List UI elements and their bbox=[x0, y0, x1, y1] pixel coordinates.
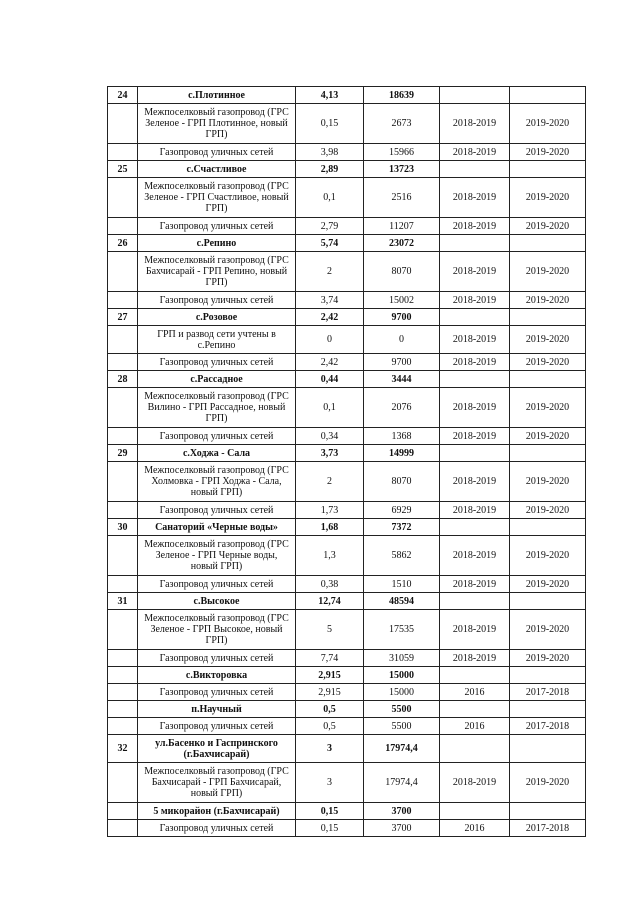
table-row-item bbox=[108, 144, 586, 161]
item-design-years: 2018-2019 bbox=[440, 462, 510, 502]
item-length: 0,38 bbox=[296, 576, 364, 593]
item-design-years: 2018-2019 bbox=[440, 576, 510, 593]
settlement-name: с.Розовое bbox=[138, 309, 296, 326]
item-design-years: 2018-2019 bbox=[440, 502, 510, 519]
table-row-item bbox=[108, 292, 586, 309]
item-name: ГРП и развод сети учтены в с.Репино bbox=[138, 326, 296, 354]
item-cost: 5862 bbox=[364, 536, 440, 576]
item-name: Межпоселковый газопровод (ГРС Зеленое - ГРП Плотинное, новый ГРП) bbox=[138, 104, 296, 144]
item-cost: 6929 bbox=[364, 502, 440, 519]
item-length: 3 bbox=[296, 763, 364, 803]
settlement-length: 0,15 bbox=[296, 803, 364, 820]
empty-cell bbox=[108, 218, 138, 235]
settlement-cost: 13723 bbox=[364, 161, 440, 178]
empty-cell bbox=[510, 735, 586, 763]
item-name: Межпоселковый газопровод (ГРС Зеленое - ГРП Счастливое, новый ГРП) bbox=[138, 178, 296, 218]
table-row-item bbox=[108, 718, 586, 735]
item-construction-years: 2019-2020 bbox=[510, 326, 586, 354]
item-cost: 3700 bbox=[364, 820, 440, 837]
table-row-item bbox=[108, 610, 586, 650]
settlement-length: 1,68 bbox=[296, 519, 364, 536]
settlement-cost: 48594 bbox=[364, 593, 440, 610]
item-name: Газопровод уличных сетей bbox=[138, 650, 296, 667]
table-row-settlement bbox=[108, 593, 586, 610]
item-construction-years: 2019-2020 bbox=[510, 252, 586, 292]
item-cost: 5500 bbox=[364, 718, 440, 735]
item-name: Газопровод уличных сетей bbox=[138, 292, 296, 309]
empty-cell bbox=[440, 701, 510, 718]
item-length: 0 bbox=[296, 326, 364, 354]
empty-cell bbox=[108, 104, 138, 144]
empty-cell bbox=[108, 252, 138, 292]
item-construction-years: 2019-2020 bbox=[510, 650, 586, 667]
empty-cell bbox=[510, 667, 586, 684]
table-row-settlement bbox=[108, 161, 586, 178]
item-length: 0,1 bbox=[296, 388, 364, 428]
item-cost: 8070 bbox=[364, 462, 440, 502]
empty-cell bbox=[510, 701, 586, 718]
gas-pipeline-table bbox=[107, 86, 586, 837]
empty-cell bbox=[108, 650, 138, 667]
empty-cell bbox=[108, 763, 138, 803]
table-row-settlement bbox=[108, 701, 586, 718]
row-number: 28 bbox=[108, 371, 138, 388]
settlement-cost: 17974,4 bbox=[364, 735, 440, 763]
empty-cell bbox=[108, 428, 138, 445]
settlement-length: 0,44 bbox=[296, 371, 364, 388]
table-row-item bbox=[108, 820, 586, 837]
item-construction-years: 2019-2020 bbox=[510, 536, 586, 576]
item-construction-years: 2019-2020 bbox=[510, 354, 586, 371]
settlement-cost: 7372 bbox=[364, 519, 440, 536]
empty-cell bbox=[108, 144, 138, 161]
table-row-item bbox=[108, 218, 586, 235]
item-name: Межпоселковый газопровод (ГРС Бахчисарай - ГРП Бахчисарай, новый ГРП) bbox=[138, 763, 296, 803]
empty-cell bbox=[108, 388, 138, 428]
item-design-years: 2018-2019 bbox=[440, 218, 510, 235]
table-row-item bbox=[108, 502, 586, 519]
item-construction-years: 2019-2020 bbox=[510, 104, 586, 144]
item-name: Межпоселковый газопровод (ГРС Бахчисарай - ГРП Репино, новый ГРП) bbox=[138, 252, 296, 292]
item-length: 2 bbox=[296, 252, 364, 292]
item-length: 3,98 bbox=[296, 144, 364, 161]
item-length: 1,73 bbox=[296, 502, 364, 519]
row-number: 32 bbox=[108, 735, 138, 763]
item-cost: 1368 bbox=[364, 428, 440, 445]
settlement-name: 5 микорайон (г.Бахчисарай) bbox=[138, 803, 296, 820]
table-row-item bbox=[108, 576, 586, 593]
empty-cell bbox=[440, 519, 510, 536]
table-row-settlement bbox=[108, 309, 586, 326]
item-construction-years: 2017-2018 bbox=[510, 684, 586, 701]
settlement-cost: 5500 bbox=[364, 701, 440, 718]
empty-cell bbox=[440, 667, 510, 684]
table-row-item bbox=[108, 354, 586, 371]
empty-cell bbox=[510, 593, 586, 610]
empty-cell bbox=[108, 502, 138, 519]
empty-cell bbox=[108, 536, 138, 576]
empty-cell bbox=[440, 87, 510, 104]
settlement-cost: 14999 bbox=[364, 445, 440, 462]
row-number: 29 bbox=[108, 445, 138, 462]
item-design-years: 2018-2019 bbox=[440, 428, 510, 445]
item-cost: 0 bbox=[364, 326, 440, 354]
settlement-cost: 9700 bbox=[364, 309, 440, 326]
table-row-item bbox=[108, 104, 586, 144]
settlement-name: с.Счастливое bbox=[138, 161, 296, 178]
empty-cell bbox=[510, 235, 586, 252]
item-cost: 17535 bbox=[364, 610, 440, 650]
settlement-name: с.Рассадное bbox=[138, 371, 296, 388]
row-number bbox=[108, 803, 138, 820]
table-row-item bbox=[108, 763, 586, 803]
item-name: Межпоселковый газопровод (ГРС Вилино - ГРП Рассадное, новый ГРП) bbox=[138, 388, 296, 428]
table-row-item bbox=[108, 650, 586, 667]
table-row-settlement bbox=[108, 735, 586, 763]
empty-cell bbox=[440, 803, 510, 820]
empty-cell bbox=[510, 519, 586, 536]
item-name: Газопровод уличных сетей bbox=[138, 144, 296, 161]
item-name: Газопровод уличных сетей bbox=[138, 718, 296, 735]
item-construction-years: 2019-2020 bbox=[510, 610, 586, 650]
table-row-settlement bbox=[108, 87, 586, 104]
table-row-item bbox=[108, 326, 586, 354]
item-construction-years: 2019-2020 bbox=[510, 388, 586, 428]
row-number bbox=[108, 667, 138, 684]
row-number bbox=[108, 701, 138, 718]
table-body bbox=[108, 87, 586, 837]
settlement-length: 2,915 bbox=[296, 667, 364, 684]
row-number: 30 bbox=[108, 519, 138, 536]
item-construction-years: 2019-2020 bbox=[510, 144, 586, 161]
item-construction-years: 2019-2020 bbox=[510, 292, 586, 309]
item-name: Межпоселковый газопровод (ГРС Зеленое - ГРП Черные воды, новый ГРП) bbox=[138, 536, 296, 576]
item-name: Межпоселковый газопровод (ГРС Холмовка - ГРП Ходжа - Сала, новый ГРП) bbox=[138, 462, 296, 502]
empty-cell bbox=[440, 309, 510, 326]
item-cost: 2076 bbox=[364, 388, 440, 428]
item-name: Газопровод уличных сетей bbox=[138, 428, 296, 445]
empty-cell bbox=[510, 87, 586, 104]
item-cost: 8070 bbox=[364, 252, 440, 292]
item-cost: 15000 bbox=[364, 684, 440, 701]
table-row-item bbox=[108, 684, 586, 701]
settlement-cost: 15000 bbox=[364, 667, 440, 684]
empty-cell bbox=[510, 161, 586, 178]
empty-cell bbox=[440, 371, 510, 388]
settlement-name: п.Научный bbox=[138, 701, 296, 718]
item-construction-years: 2019-2020 bbox=[510, 763, 586, 803]
table-row-settlement bbox=[108, 445, 586, 462]
settlement-length: 3 bbox=[296, 735, 364, 763]
item-name: Газопровод уличных сетей bbox=[138, 820, 296, 837]
item-construction-years: 2017-2018 bbox=[510, 718, 586, 735]
item-cost: 15002 bbox=[364, 292, 440, 309]
item-cost: 9700 bbox=[364, 354, 440, 371]
empty-cell bbox=[510, 803, 586, 820]
settlement-length: 12,74 bbox=[296, 593, 364, 610]
item-design-years: 2018-2019 bbox=[440, 763, 510, 803]
table-row-settlement bbox=[108, 667, 586, 684]
table-row-settlement bbox=[108, 803, 586, 820]
item-length: 3,74 bbox=[296, 292, 364, 309]
item-name: Межпоселковый газопровод (ГРС Зеленое - ГРП Высокое, новый ГРП) bbox=[138, 610, 296, 650]
item-construction-years: 2017-2018 bbox=[510, 820, 586, 837]
settlement-name: с.Ходжа - Сала bbox=[138, 445, 296, 462]
item-design-years: 2018-2019 bbox=[440, 104, 510, 144]
item-design-years: 2018-2019 bbox=[440, 388, 510, 428]
item-cost: 17974,4 bbox=[364, 763, 440, 803]
row-number: 25 bbox=[108, 161, 138, 178]
empty-cell bbox=[108, 610, 138, 650]
item-design-years: 2016 bbox=[440, 718, 510, 735]
item-length: 0,15 bbox=[296, 820, 364, 837]
empty-cell bbox=[440, 445, 510, 462]
empty-cell bbox=[108, 576, 138, 593]
settlement-cost: 23072 bbox=[364, 235, 440, 252]
settlement-length: 5,74 bbox=[296, 235, 364, 252]
item-construction-years: 2019-2020 bbox=[510, 462, 586, 502]
item-name: Газопровод уличных сетей bbox=[138, 218, 296, 235]
table-row-item bbox=[108, 462, 586, 502]
table-row-settlement bbox=[108, 235, 586, 252]
item-cost: 1510 bbox=[364, 576, 440, 593]
item-length: 5 bbox=[296, 610, 364, 650]
item-length: 0,1 bbox=[296, 178, 364, 218]
settlement-length: 2,89 bbox=[296, 161, 364, 178]
item-design-years: 2018-2019 bbox=[440, 354, 510, 371]
item-design-years: 2018-2019 bbox=[440, 144, 510, 161]
empty-cell bbox=[108, 684, 138, 701]
empty-cell bbox=[510, 309, 586, 326]
empty-cell bbox=[108, 292, 138, 309]
item-design-years: 2018-2019 bbox=[440, 326, 510, 354]
table-row-item bbox=[108, 252, 586, 292]
item-length: 7,74 bbox=[296, 650, 364, 667]
item-construction-years: 2019-2020 bbox=[510, 576, 586, 593]
item-name: Газопровод уличных сетей bbox=[138, 576, 296, 593]
item-length: 1,3 bbox=[296, 536, 364, 576]
row-number: 24 bbox=[108, 87, 138, 104]
item-construction-years: 2019-2020 bbox=[510, 428, 586, 445]
settlement-length: 0,5 bbox=[296, 701, 364, 718]
settlement-name: Санаторий «Черные воды» bbox=[138, 519, 296, 536]
settlement-name: с.Высокое bbox=[138, 593, 296, 610]
settlement-cost: 3700 bbox=[364, 803, 440, 820]
item-length: 0,34 bbox=[296, 428, 364, 445]
item-design-years: 2018-2019 bbox=[440, 536, 510, 576]
settlement-name: с.Репино bbox=[138, 235, 296, 252]
table-row-settlement bbox=[108, 519, 586, 536]
item-construction-years: 2019-2020 bbox=[510, 178, 586, 218]
item-design-years: 2016 bbox=[440, 684, 510, 701]
item-cost: 2673 bbox=[364, 104, 440, 144]
item-length: 2,79 bbox=[296, 218, 364, 235]
item-design-years: 2016 bbox=[440, 820, 510, 837]
table-row-item bbox=[108, 536, 586, 576]
settlement-cost: 3444 bbox=[364, 371, 440, 388]
item-cost: 31059 bbox=[364, 650, 440, 667]
item-design-years: 2018-2019 bbox=[440, 292, 510, 309]
item-construction-years: 2019-2020 bbox=[510, 502, 586, 519]
settlement-length: 3,73 bbox=[296, 445, 364, 462]
item-length: 2,42 bbox=[296, 354, 364, 371]
empty-cell bbox=[108, 326, 138, 354]
empty-cell bbox=[108, 718, 138, 735]
empty-cell bbox=[510, 445, 586, 462]
item-length: 0,5 bbox=[296, 718, 364, 735]
table-row-settlement bbox=[108, 371, 586, 388]
empty-cell bbox=[440, 735, 510, 763]
item-length: 0,15 bbox=[296, 104, 364, 144]
item-construction-years: 2019-2020 bbox=[510, 218, 586, 235]
item-length: 2,915 bbox=[296, 684, 364, 701]
empty-cell bbox=[440, 593, 510, 610]
settlement-length: 2,42 bbox=[296, 309, 364, 326]
row-number: 31 bbox=[108, 593, 138, 610]
settlement-cost: 18639 bbox=[364, 87, 440, 104]
row-number: 27 bbox=[108, 309, 138, 326]
empty-cell bbox=[440, 161, 510, 178]
empty-cell bbox=[510, 371, 586, 388]
empty-cell bbox=[108, 354, 138, 371]
settlement-name: с.Викторовка bbox=[138, 667, 296, 684]
item-cost: 15966 bbox=[364, 144, 440, 161]
item-cost: 11207 bbox=[364, 218, 440, 235]
table-row-item bbox=[108, 388, 586, 428]
item-cost: 2516 bbox=[364, 178, 440, 218]
item-design-years: 2018-2019 bbox=[440, 178, 510, 218]
row-number: 26 bbox=[108, 235, 138, 252]
empty-cell bbox=[108, 178, 138, 218]
table-row-item bbox=[108, 178, 586, 218]
empty-cell bbox=[108, 462, 138, 502]
item-name: Газопровод уличных сетей bbox=[138, 354, 296, 371]
item-design-years: 2018-2019 bbox=[440, 650, 510, 667]
item-name: Газопровод уличных сетей bbox=[138, 684, 296, 701]
item-design-years: 2018-2019 bbox=[440, 610, 510, 650]
table-row-item bbox=[108, 428, 586, 445]
item-name: Газопровод уличных сетей bbox=[138, 502, 296, 519]
settlement-name: ул.Басенко и Гаспринского (г.Бахчисарай) bbox=[138, 735, 296, 763]
item-design-years: 2018-2019 bbox=[440, 252, 510, 292]
settlement-name: с.Плотинное bbox=[138, 87, 296, 104]
empty-cell bbox=[108, 820, 138, 837]
settlement-length: 4,13 bbox=[296, 87, 364, 104]
empty-cell bbox=[440, 235, 510, 252]
item-length: 2 bbox=[296, 462, 364, 502]
